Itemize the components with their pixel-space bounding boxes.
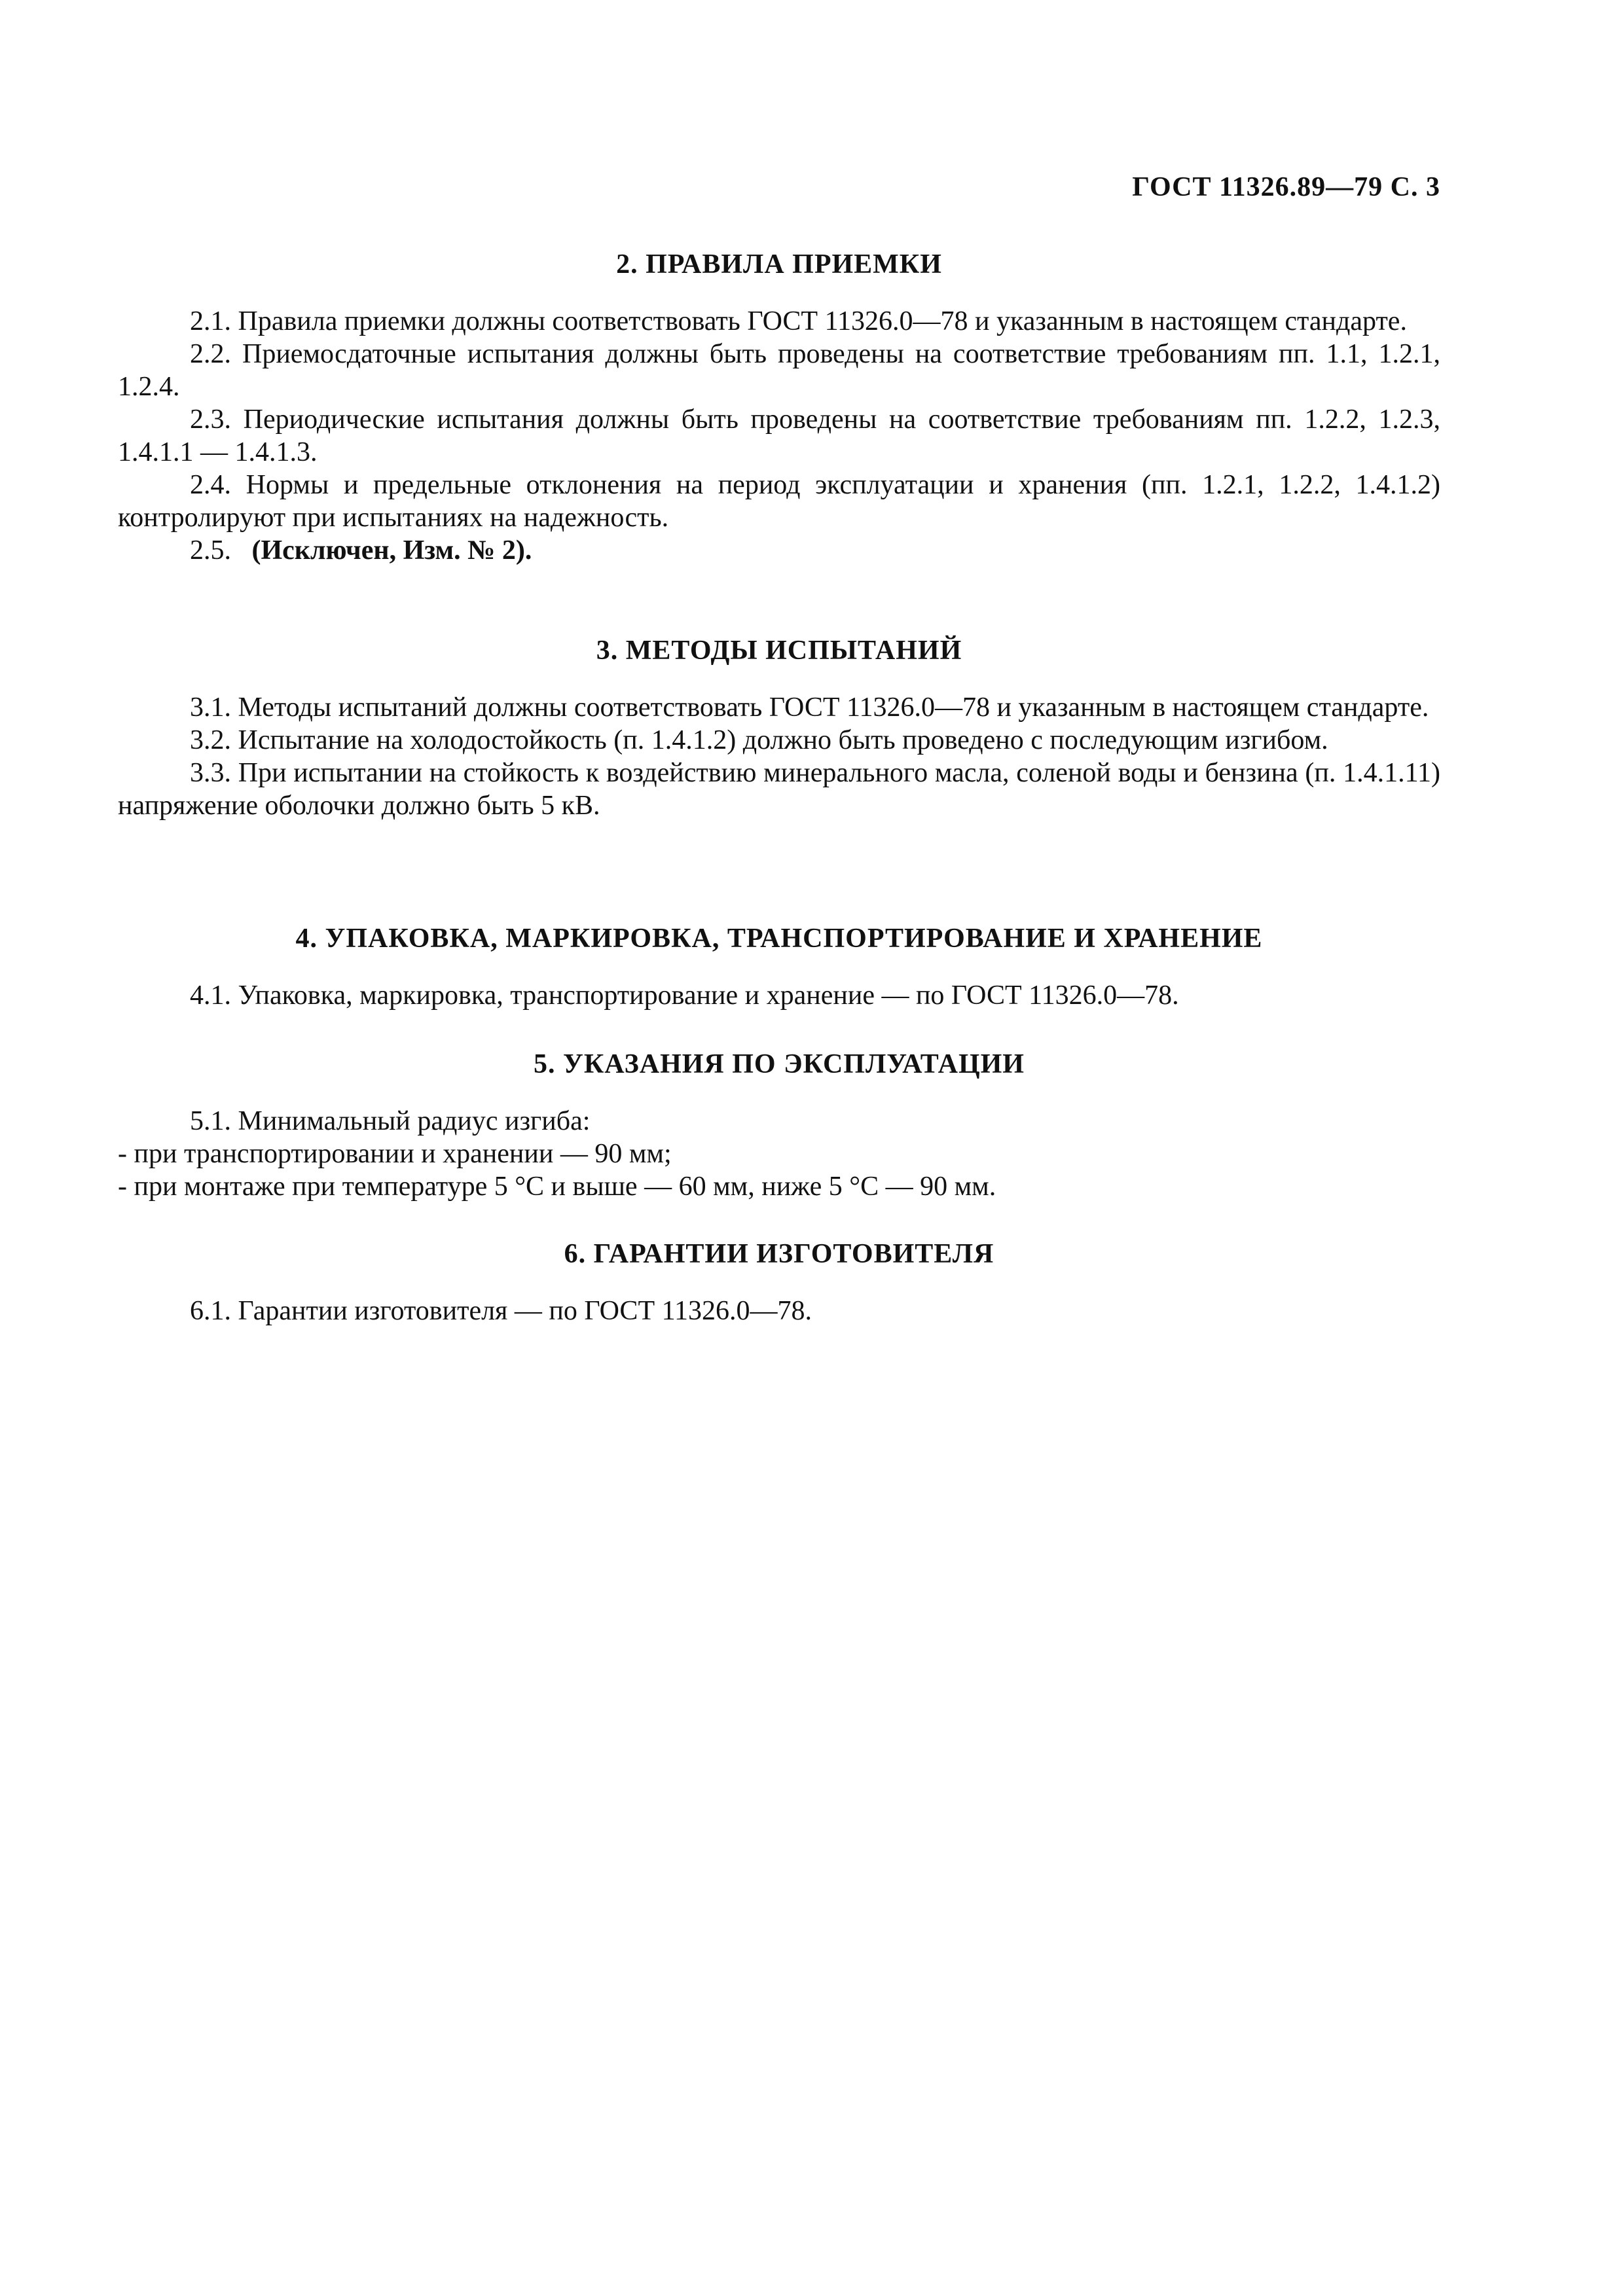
section-operation-instructions <box>118 1047 1440 1203</box>
paragraph-2-5 <box>118 534 1440 567</box>
section-acceptance-rules <box>118 247 1440 567</box>
section-manufacturer-warranty <box>118 1237 1440 1327</box>
page-header-doc-ref: ГОСТ 11326.89—79 С. 3 <box>1132 172 1440 202</box>
list-item-installation: - при монтаже при температуре 5 °С и выше — 60 мм, ниже 5 °С — 90 мм. <box>118 1172 996 1202</box>
paragraph-2-5-excluded-note: (Исключен, Изм. № 2). <box>251 535 532 565</box>
paragraph-2-5-number: 2.5. <box>190 535 231 565</box>
paragraph-5-1: 5.1. Минимальный радиус изгиба: <box>190 1106 591 1136</box>
section-packaging <box>118 922 1440 1012</box>
paragraph-3-3: 3.3. При испытании на стойкость к воздействию минерального масла, соленой воды и бензина (п. 1.4.1.11) напряжение оболочки должно быть 5 кВ. <box>118 758 1440 821</box>
document-page <box>118 0 1440 2296</box>
paragraph-2-1: 2.1. Правила приемки должны соответствовать ГОСТ 11326.0—78 и указанным в настоящем стандарте. <box>190 306 1407 336</box>
section-heading: 4. УПАКОВКА, МАРКИРОВКА, ТРАНСПОРТИРОВАНИЕ И ХРАНЕНИЕ <box>295 924 1263 954</box>
paragraph-4-1: 4.1. Упаковка, маркировка, транспортирование и хранение — по ГОСТ 11326.0—78. <box>190 980 1179 1011</box>
section-heading: 2. ПРАВИЛА ПРИЕМКИ <box>616 249 942 279</box>
paragraph-2-3: 2.3. Периодические испытания должны быть проведены на соответствие требованиям пп. 1.2.2, 1.2.3, 1.4.1.1 — 1.4.1.3. <box>118 404 1440 467</box>
paragraph-2-2: 2.2. Приемосдаточные испытания должны быть проведены на соответствие требованиям пп. 1.1, 1.2.1, 1.2.4. <box>118 339 1440 402</box>
paragraph-6-1: 6.1. Гарантии изготовителя — по ГОСТ 11326.0—78. <box>190 1296 812 1326</box>
paragraph-2-4: 2.4. Нормы и предельные отклонения на период эксплуатации и хранения (пп. 1.2.1, 1.2.2, 1.4.1.2) контролируют при испытаниях на надежность. <box>118 470 1440 533</box>
list-item-transport: - при транспортировании и хранении — 90 мм; <box>118 1139 672 1169</box>
paragraph-3-1: 3.1. Методы испытаний должны соответствовать ГОСТ 11326.0—78 и указанным в настоящем стандарте. <box>190 692 1429 723</box>
section-heading: 5. УКАЗАНИЯ ПО ЭКСПЛУАТАЦИИ <box>534 1049 1025 1079</box>
section-heading: 3. МЕТОДЫ ИСПЫТАНИЙ <box>596 636 962 666</box>
paragraph-3-2: 3.2. Испытание на холодостойкость (п. 1.4.1.2) должно быть проведено с последующим изгибом. <box>190 725 1328 755</box>
section-heading: 6. ГАРАНТИИ ИЗГОТОВИТЕЛЯ <box>564 1239 994 1269</box>
section-test-methods <box>118 634 1440 822</box>
